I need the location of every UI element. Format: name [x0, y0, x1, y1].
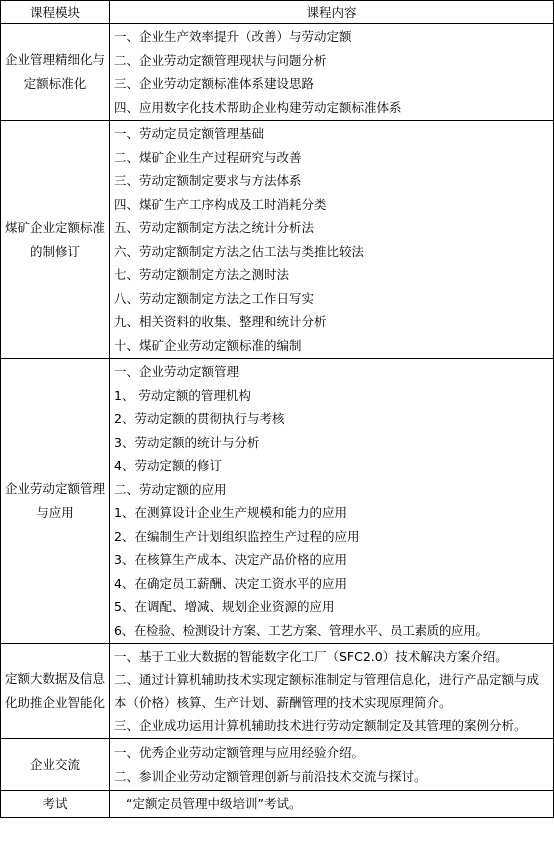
section-row-5: [1, 739, 554, 791]
content-line: 二、通过计算机辅助技术实现定额标准制定与管理信息化，进行产品定额与成本（价格）核算、生产计划、薪酬管理的技术实现原理简介。: [114, 672, 540, 710]
module-content: [110, 121, 554, 359]
section-row-1: [1, 24, 554, 121]
content-line: 1、在测算设计企业生产规模和能力的应用: [114, 505, 347, 520]
content-line: 三、企业成功运用计算机辅助技术进行劳动定额制定及其管理的案例分析。: [114, 718, 527, 733]
content-line: 三、劳动定额制定要求与方法体系: [114, 173, 302, 188]
content-line: 四、煤矿生产工序构成及工时消耗分类: [114, 196, 327, 212]
module-name: 企业交流: [1, 739, 110, 791]
module-content: [110, 359, 554, 644]
content-line: 六、劳动定额制定方法之估工法与类推比较法: [114, 243, 365, 259]
content-line: 九、相关资料的收集、整理和统计分析: [114, 314, 327, 329]
section-row-2: [1, 121, 554, 359]
content-line: 6、在检验、检测设计方案、工艺方案、管理水平、员工素质的应用。: [114, 622, 488, 638]
content-line: 二、煤矿企业生产过程研究与改善: [114, 149, 302, 165]
content-line: 一、基于工业大数据的智能数字化工厂（SFC2.0）技术解决方案介绍。: [114, 649, 508, 664]
content-line: 3、劳动定额的统计与分析: [114, 434, 260, 450]
module-content: [110, 24, 554, 121]
content-line: 1、 劳动定额的管理机构: [114, 387, 251, 403]
module-content: [110, 739, 554, 791]
content-line: 五、劳动定额制定方法之统计分析法: [114, 220, 315, 235]
content-line: 一、劳动定员定额管理基础: [114, 126, 265, 141]
section-row-6: [1, 791, 554, 818]
content-line: 三、企业劳动定额标准体系建设思路: [114, 76, 315, 91]
content-line: 二、参训企业劳动定额管理创新与前沿技术交流与探讨。: [114, 768, 427, 784]
content-line: 4、在确定员工薪酬、决定工资水平的应用: [114, 575, 347, 591]
header-content: 课程内容: [110, 1, 554, 24]
content-line: 2、劳动定额的贯彻执行与考核: [114, 411, 285, 426]
section-row-3: [1, 359, 554, 644]
module-name: 定额大数据及信息化助推企业智能化: [1, 644, 110, 739]
module-content: [110, 644, 554, 739]
section-row-4: [1, 644, 554, 739]
content-line: 八、劳动定额制定方法之工作日写实: [114, 290, 315, 306]
module-content: [110, 791, 554, 818]
module-name: 煤矿企业定额标准的制修订: [1, 121, 110, 359]
content-line: 七、劳动定额制定方法之测时法: [114, 267, 290, 282]
content-line: 4、劳动定额的修订: [114, 458, 222, 473]
content-line: 2、在编制生产计划组织监控生产过程的应用: [114, 528, 360, 544]
content-line: 十、煤矿企业劳动定额标准的编制: [114, 337, 302, 353]
content-line: 二、劳动定额的应用: [114, 481, 227, 497]
content-line: 5、在调配、增减、规划企业资源的应用: [114, 599, 335, 614]
module-name: 考试: [1, 791, 110, 818]
content-line: 四、应用数字化技术帮助企业构建劳动定额标准体系: [114, 99, 402, 115]
content-line: 二、企业劳动定额管理现状与问题分析: [114, 52, 327, 68]
table-header-row: [1, 1, 554, 24]
header-module: 课程模块: [1, 1, 110, 24]
content-line: “定额定员管理中级培训”考试。: [126, 796, 302, 811]
content-line: 一、企业生产效率提升（改善）与劳动定额: [114, 29, 352, 44]
module-name: 企业劳动定额管理与应用: [1, 359, 110, 644]
content-line: 3、在核算生产成本、决定产品价格的应用: [114, 552, 347, 567]
content-line: 一、企业劳动定额管理: [114, 364, 240, 379]
module-name: 企业管理精细化与定额标准化: [1, 24, 110, 121]
content-line: 一、优秀企业劳动定额管理与应用经验介绍。: [114, 745, 365, 760]
